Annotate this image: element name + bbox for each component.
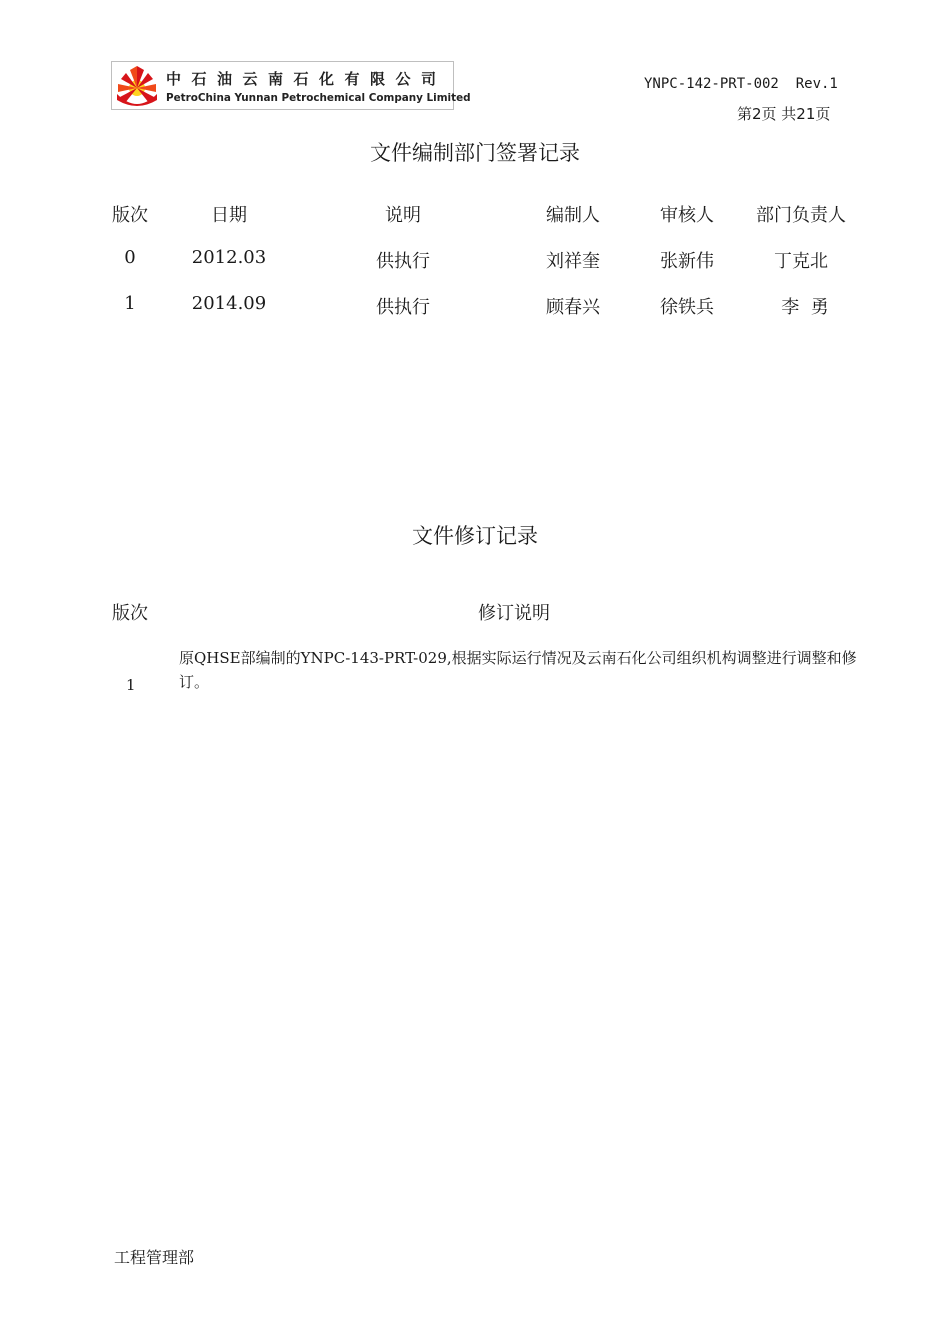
row-date: 2012.03 (191, 247, 267, 268)
row-author: 刘祥奎 (546, 251, 600, 272)
row-version: 0 (124, 247, 136, 268)
footer-department: 工程管理部 (114, 1248, 195, 1267)
header-version: 版次 (112, 205, 148, 226)
petrochina-emblem-icon (114, 64, 160, 108)
row-description: 供执行 (376, 297, 430, 318)
sign-record-title: 文件编制部门签署记录 (370, 141, 580, 165)
header-description: 说明 (385, 205, 421, 226)
revision-version: 1 (126, 676, 136, 694)
row-dept-head: 李 勇 (781, 297, 829, 318)
row-date: 2014.09 (191, 293, 267, 314)
revision-record-title: 文件修订记录 (412, 524, 538, 548)
page-indicator: 第2页 共21页 (737, 105, 831, 123)
header-revision-description: 修订说明 (478, 603, 550, 624)
row-version: 1 (124, 293, 136, 314)
header-date: 日期 (211, 205, 247, 226)
company-logo (111, 61, 471, 110)
row-author: 顾春兴 (546, 297, 600, 318)
document-code: YNPC-142-PRT-002 Rev.1 (644, 76, 838, 92)
header-dept-head: 部门负责人 (756, 205, 846, 226)
header-reviewer: 审核人 (660, 205, 714, 226)
header-revision-version: 版次 (112, 603, 148, 624)
company-name-en: PetroChina Yunnan Petrochemical Company Limited (166, 92, 471, 104)
row-reviewer: 张新伟 (660, 251, 714, 272)
row-reviewer: 徐铁兵 (660, 297, 714, 318)
header-author: 编制人 (546, 205, 600, 226)
revision-description: 原QHSE部编制的YNPC-143-PRT-029,根据实际运行情况及云南石化公司组织机构调整进行调整和修订。 (179, 649, 857, 691)
row-description: 供执行 (376, 251, 430, 272)
row-dept-head: 丁克北 (774, 251, 828, 272)
company-name-cn: 中石油云南石化有限公司 (166, 70, 447, 88)
